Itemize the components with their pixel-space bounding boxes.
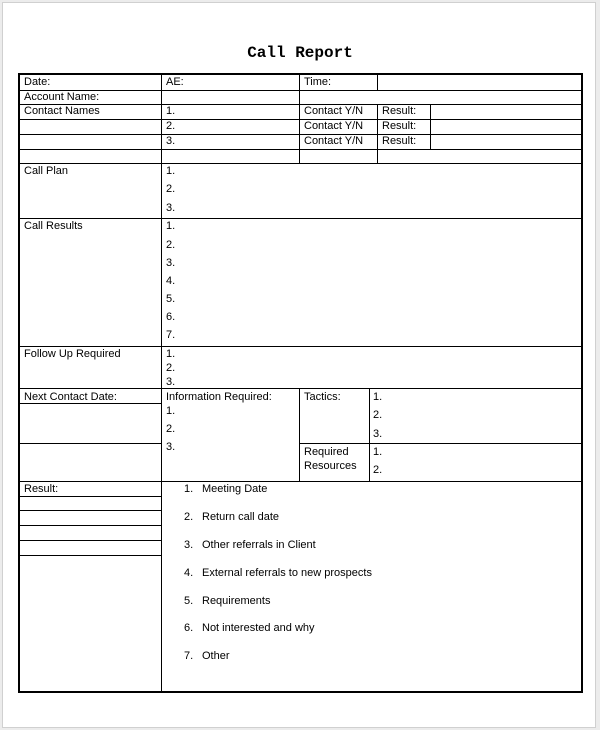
row-divider: [20, 119, 581, 120]
result-option-text: Not interested and why: [202, 622, 315, 634]
contact-yn-label: Contact Y/N: [304, 105, 364, 117]
information-required-item: 3.: [166, 441, 176, 453]
contact-result-label: Result:: [382, 135, 417, 147]
result-option-text: Requirements: [202, 595, 271, 607]
date-label: Date:: [24, 76, 51, 88]
call-plan-item: 3.: [166, 202, 176, 214]
row-divider: [20, 481, 581, 482]
row-divider: [20, 90, 581, 91]
information-required-label: Information Required:: [166, 391, 272, 403]
call-results-item: 4.: [166, 275, 176, 287]
follow-up-item: 2.: [166, 362, 176, 374]
result-option-text: Meeting Date: [202, 483, 268, 495]
column-divider: [161, 75, 162, 691]
column-divider: [377, 75, 378, 90]
row-divider: [20, 540, 161, 541]
result-option-number: 4.: [184, 567, 194, 579]
call-results-item: 6.: [166, 311, 176, 323]
call-results-item: 2.: [166, 239, 176, 251]
tactics-item: 2.: [373, 409, 383, 421]
call-results-label: Call Results: [24, 220, 83, 232]
result-option-text: Other: [202, 650, 230, 662]
row-divider: [299, 443, 581, 444]
tactics-item: 3.: [373, 428, 383, 440]
result-option-text: External referrals to new prospects: [202, 567, 372, 579]
row-divider: [20, 525, 161, 526]
column-divider: [369, 388, 370, 481]
column-divider: [299, 75, 300, 163]
next-contact-date-label: Next Contact Date:: [24, 391, 117, 403]
call-results-item: 5.: [166, 293, 176, 305]
information-required-item: 2.: [166, 423, 176, 435]
follow-up-label: Follow Up Required: [24, 348, 121, 360]
tactics-item: 1.: [373, 391, 383, 403]
result-option-number: 5.: [184, 595, 194, 607]
call-plan-item: 2.: [166, 183, 176, 195]
row-divider: [20, 149, 581, 150]
result-option-number: 3.: [184, 539, 194, 551]
result-option-number: 2.: [184, 511, 194, 523]
result-option-number: 6.: [184, 622, 194, 634]
call-plan-item: 1.: [166, 165, 176, 177]
ae-label: AE:: [166, 76, 184, 88]
result-option-text: Other referrals in Client: [202, 539, 316, 551]
contact-names-label: Contact Names: [24, 105, 100, 117]
required-resources-label: Required: [304, 446, 349, 458]
column-divider: [430, 104, 431, 149]
row-divider: [20, 346, 581, 347]
tactics-label: Tactics:: [304, 391, 341, 403]
contact-number: 1.: [166, 105, 176, 117]
row-divider: [20, 134, 581, 135]
page-title: Call Report: [247, 44, 353, 62]
contact-result-label: Result:: [382, 120, 417, 132]
row-divider: [20, 555, 161, 556]
time-label: Time:: [304, 76, 332, 88]
row-divider: [20, 443, 161, 444]
contact-number: 2.: [166, 120, 176, 132]
column-divider: [377, 104, 378, 163]
result-option-number: 1.: [184, 483, 194, 495]
contact-number: 3.: [166, 135, 176, 147]
call-results-item: 1.: [166, 220, 176, 232]
contact-result-label: Result:: [382, 105, 417, 117]
column-divider: [299, 388, 300, 481]
required-resources-label: Resources: [304, 460, 357, 472]
call-report-form: [18, 73, 583, 693]
row-divider: [20, 104, 581, 105]
information-required-item: 1.: [166, 405, 176, 417]
row-divider: [20, 496, 161, 497]
row-divider: [20, 163, 581, 164]
resources-item: 2.: [373, 464, 383, 476]
result-option-number: 7.: [184, 650, 194, 662]
row-divider: [20, 510, 161, 511]
follow-up-item: 1.: [166, 348, 176, 360]
contact-yn-label: Contact Y/N: [304, 120, 364, 132]
call-plan-label: Call Plan: [24, 165, 69, 177]
row-divider: [20, 388, 581, 389]
call-results-item: 7.: [166, 329, 176, 341]
follow-up-item: 3.: [166, 376, 176, 388]
call-results-item: 3.: [166, 257, 176, 269]
resources-item: 1.: [373, 446, 383, 458]
result-label: Result:: [24, 483, 59, 495]
contact-yn-label: Contact Y/N: [304, 135, 364, 147]
account-name-label: Account Name:: [24, 91, 100, 103]
row-divider: [20, 218, 581, 219]
result-option-text: Return call date: [202, 511, 280, 523]
